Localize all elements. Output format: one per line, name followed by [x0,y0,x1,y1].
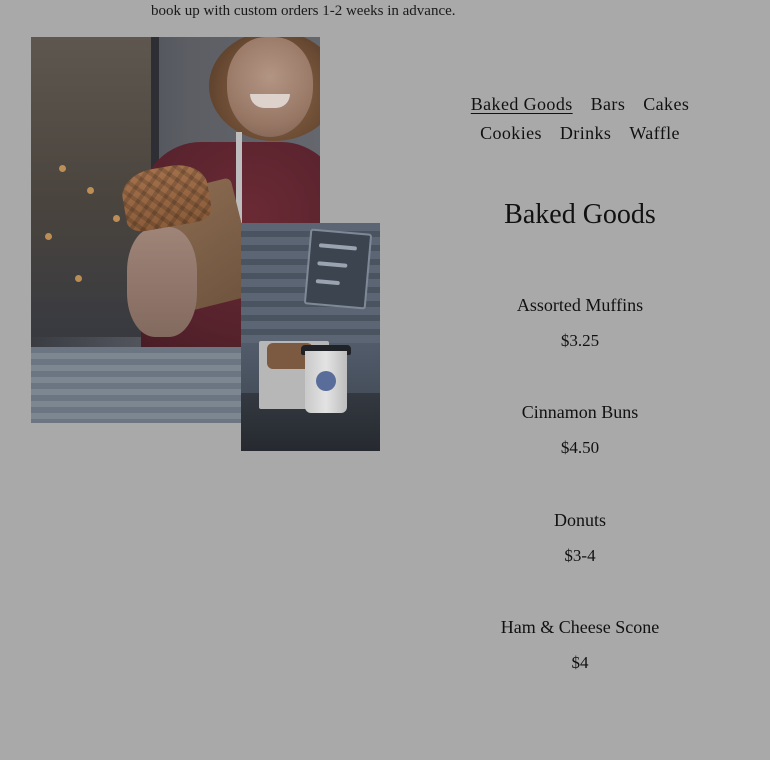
menu-item-price: $3.25 [560,331,600,350]
intro-text: book up with custom orders 1-2 weeks in advance. [151,3,456,19]
menu-item-price: $4.50 [560,438,600,458]
menu-item-name: Donuts [553,509,606,530]
menu-item [440,399,720,506]
nav-item-cookies[interactable]: Cookies [480,123,542,143]
menu-item-price: $3-4 [564,545,596,565]
menu-item [440,292,720,399]
nav-item-baked-goods[interactable]: Baked Goods [470,94,573,114]
menu-item-list [440,292,720,721]
menu-item-name: Ham & Cheese Scone [500,616,660,637]
nav-item-cakes[interactable]: Cakes [643,94,690,114]
nav-item-bars[interactable]: Bars [590,94,626,114]
menu-category-nav [440,90,720,148]
menu-item [440,614,720,721]
menu-item [440,507,720,614]
menu-item-name: Cinnamon Buns [521,402,639,423]
section-title: Baked Goods [504,199,656,230]
nav-item-drinks[interactable]: Drinks [559,123,612,143]
coffee-cup-photo [241,223,380,451]
menu-item-name: Assorted Muffins [516,295,644,315]
nav-item-waffle[interactable]: Waffle [629,123,680,143]
menu-item-price: $4 [571,652,589,672]
